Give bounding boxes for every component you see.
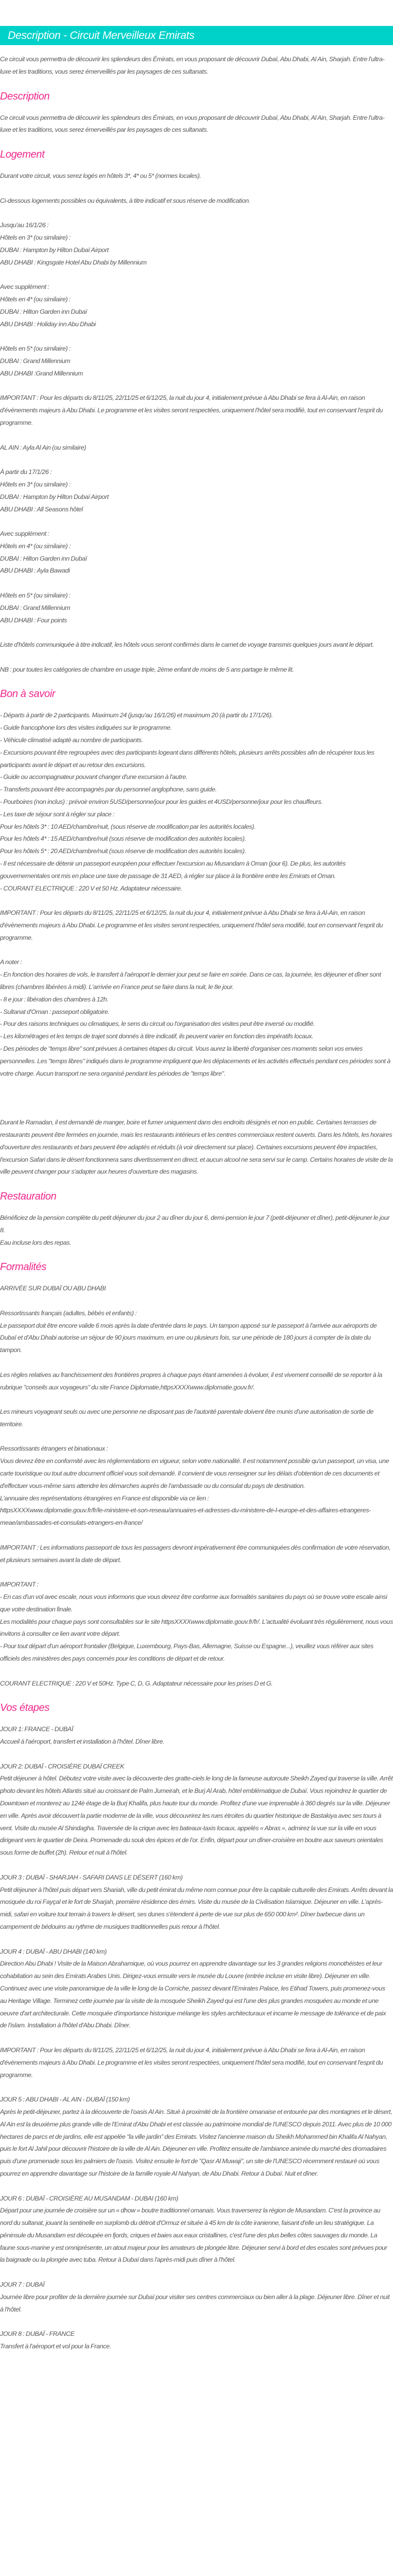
day-title: JOUR 5 : ABU DHABI - AL AIN - DUBAÏ (150 km) <box>0 2096 130 2104</box>
logement-line: DUBAI : Grand Millennium <box>0 357 71 365</box>
formalites-line: COURANT ELECTRIQUE : 220 V et 50Hz. Type C, D, G. Adaptateur nécessaire pour les prises D et G. <box>0 1679 273 1687</box>
formalites-line: httpsXXXXwww.diplomatie.gouv.fr/fr/le-ministere-et-son-reseau/annuaires-et-adresses-du-ministere-de-l-europe-et-des-affaires-etrangeres-meae/ambassades-et-consulats-etrangers-en-france/ <box>0 1507 371 1527</box>
bon-a-savoir-line: - Les taxe de séjour sont à régler sur place : <box>0 810 115 818</box>
formalites-line: ARRIVÉE SUR DUBAÏ OU ABU DHABI <box>0 1285 106 1292</box>
logement-line: AL AIN : Ayla Al Ain (ou similaire) <box>0 443 86 451</box>
bon-a-savoir-line: Pour les hôtels 5* : 20 AED/chambre/nuit (sous réserve de modification des autorités locales). <box>0 847 246 855</box>
bon-a-savoir-line: - Excursions pouvant être regroupées avec des participants logeant dans différents hôtels, plusieurs arrêts possibles afin de récupérer tous les participants avant le départ et au retour des excursions. <box>0 748 374 769</box>
logement-block <box>0 195 393 207</box>
itinerary-day <box>0 1946 393 2032</box>
restauration-line: Bénéficiez de la pension complète du petit déjeuner du jour 2 au dîner du jour 6, demi-pension le jour 7 (petit-déjeuner et dîner), petit-déjeuner le jour 8. <box>0 1214 390 1234</box>
day-title: JOUR 6 : DUBAÏ - CROISIÈRE AU MUSANDAM - DUBAI (160 km) <box>0 2194 178 2202</box>
itinerary-day <box>0 1723 393 1748</box>
formalites-line: Ressortissants étrangers et binationaux : <box>0 1445 108 1453</box>
bon-a-savoir-block <box>0 709 393 895</box>
logement-block <box>0 392 393 429</box>
logement-line: IMPORTANT : Pour les départs du 8/11/25, 22/11/25 et 6/12/25, la nuit du jour 4, initialement prévue à Abu Dhabi se fera à Al-Ain, en raison d'évènements majeurs à Abu Dhabi. Le programme et les visites seront respectées, uniquement l'hôtel sera modifié, tout en conservant l'esprit du programme. <box>0 394 383 426</box>
logement-line: Hôtels en 3* (ou similaire) : <box>0 480 71 488</box>
logement-line: Durant votre circuit, vous serez logés en hôtels 3*, 4* ou 5* (normes locales). <box>0 172 202 179</box>
formalites-line: Le passeport doit être encore valide 6 mois après la date d'entrée dans le pays. Un tampon apposé sur le passeport à l'arrivée aux aéroports de Dubaï et d'Abu Dhabi autorise un séjour de 90 jours maximum, en une ou plusieurs fois, sur une période de 180 jours à compter de la date du tampon. <box>0 1321 377 1354</box>
logement-line: Hôtels en 4* (ou similaire) : <box>0 295 71 303</box>
day-description: Accueil à l'aéroport, transfert et installation à l'hôtel. Dîner libre. <box>0 1738 164 1746</box>
section-restauration <box>0 1191 393 1249</box>
section-title-bon-a-savoir: Bon à savoir <box>0 688 55 700</box>
bon-a-savoir-line: - En fonction des horaires de vols, le transfert à l'aéroport le dernier jour peut se faire en soirée. Dans ce cas, la journée, les déjeuner et dîner sont libres (chambres libérées à midi). L'arrivée en France peut se faire dans la nuit, le 8e jour. <box>0 971 381 991</box>
formalites-block <box>0 1369 393 1394</box>
ramadan-text: Durant le Ramadan, il est demandé de manger, boire et fumer uniquement dans des endroits désignés et non en public. Certaines terrasses de restaurants peuvent être fermées en journée, mais les restaurants intérieurs et les centres commerciaux restent ouverts. Dans les hôtels, les horaires d'ouverture des restaurants et bars peuvent être adaptés et réduits (à voir directement sur place). Certaines excursions peuvent être impactées, l'excursion Safari dans le désert fonctionnera sans divertissement en direct, et aucun alcool ne sera servi sur le camp. Certains horaires de visite de la ville peuvent changer pour s'adapter aux heures d'ouverture des magasins. <box>0 1119 393 1176</box>
spacer <box>0 1092 393 1117</box>
intro-text: Ce circuit vous permettra de découvrir les splendeurs des Émirats, en vous proposant de découvrir Dubaï, Abu Dhabi, Al Ain, Sharjah. Entre l'ultra-luxe et les traditions, vous serez émerveillés par les paysages de ces sultanats. <box>0 55 385 75</box>
formalites-block <box>0 1406 393 1431</box>
bon-a-savoir-line: - Transferts pouvant être accompagnés par du personnel anglophone, sans guide. <box>0 786 217 793</box>
logement-line: ABU DHABI : Holiday inn Abu Dhabi <box>0 320 96 328</box>
logement-line: ABU DHABI : All Seasons hôtel <box>0 505 83 513</box>
logement-line: Hôtels en 3* (ou similaire) : <box>0 233 71 241</box>
logement-line: ABU DHABI : Ayla Bawadi <box>0 567 70 575</box>
formalites-block <box>0 1307 393 1357</box>
section-bon-a-savoir <box>0 688 393 1178</box>
day-description: Journée libre pour profiter de la dernière journée sur Dubaï pour visiter ses centres commerciaux ou bien aller à la plage. Déjeuner libre. Dîner et nuit à l'hôtel. <box>0 2293 390 2313</box>
logement-line: DUBAI : Hilton Garden inn Dubaï <box>0 554 87 562</box>
logement-block <box>0 528 393 577</box>
logement-line: DUBAI : Hampton by Hilton Dubaï Airport <box>0 493 109 500</box>
formalites-block <box>0 1283 393 1295</box>
day-title: JOUR 3 : DUBAÏ - SHARJAH - SAFARI DANS LE DÉSERT (160 km) <box>0 1873 183 1881</box>
bon-a-savoir-line: - Sultanat d'Oman : passeport obligatoire. <box>0 1008 110 1015</box>
logement-block <box>0 639 393 651</box>
itinerary-days <box>0 1723 393 2353</box>
bon-a-savoir-line: - Les kilométrages et les temps de trajet sont donnés à titre indicatif, ils peuvent varier en fonction des impératifs locaux. <box>0 1033 314 1040</box>
itinerary-day <box>0 2044 393 2081</box>
itinerary-day <box>0 2279 393 2316</box>
bon-a-savoir-line: Pour les hôtels 3* : 10 AED/chambre/nuit, (sous réserve de modification par les autorités locales). <box>0 823 256 830</box>
formalites-block <box>0 1678 393 1690</box>
formalites-blocks <box>0 1283 393 1690</box>
formalites-block <box>0 1579 393 1665</box>
bon-a-savoir-line: - Guide francophone lors des visites indiquées sur le programme. <box>0 724 172 732</box>
logement-line: Liste d'hôtels communiquée à titre indicatif, les hôtels vous seront confirmés dans le carnet de voyage transmis quelques jours avant le départ. <box>0 641 374 649</box>
bon-a-savoir-line: - Véhicule climatisé adapté au nombre de participants. <box>0 736 143 744</box>
formalites-line: - Pour tout départ d'un aéroport frontalier (Belgique, Luxembourg, Pays-Bas, Allemagne, Suisse ou Espagne...), veuillez vous référer aux sites officiels des ministères des pays concernés pour les conditions de départ et de retour. <box>0 1642 374 1663</box>
formalites-line: IMPORTANT : Les informations passeport de tous les passagers devront impérativement être communiquées dès confirmation de votre réservation, et plusieurs semaines avant la date de départ. <box>0 1543 391 1564</box>
logement-line: Hôtels en 4* (ou similaire) : <box>0 542 71 550</box>
logement-line: DUBAI : Grand Millennium <box>0 604 71 611</box>
day-description: Transfert à l'aéroport et vol pour la France. <box>0 2343 111 2350</box>
bon-a-savoir-line: - Il est nécessaire de détenir un passeport européen pour effectuer l'excursion au Musandam à Oman (jour 6). De plus, les autorités gouvernementales ont mis en place une taxe de passage de 31 AED, à régler sur place à la frontière entre les Emirats et Oman. <box>0 860 346 880</box>
logement-line: Hôtels en 5* (ou similaire) : <box>0 345 71 353</box>
section-logement <box>0 149 393 676</box>
formalites-line: Les modalités pour chaque pays sont consultables sur le site httpsXXXXwww.diplomatie.gouv.fr/fr/. L'actualité évoluant très régulièrement, nous vous invitons à consulter ce lien avant votre départ. <box>0 1618 393 1638</box>
section-etapes <box>0 1702 393 2353</box>
bon-a-savoir-line: - Pour des raisons techniques ou climatiques, le sens du circuit ou l'organisation des visites peut être inversé ou modifié. <box>0 1020 315 1028</box>
bon-a-savoir-line: - 8 e jour : libération des chambres à 12h. <box>0 995 109 1003</box>
day-description: Direction Abu Dhabi ! Visite de la Maison Abrahamique, où vous pourrez en apprendre davantage sur les 3 grandes religions monothéistes et leur cohabitation au sein des Emirats Arabes Unis. Dirigez-vous ensuite vers le musée du Louvre (entrée incluse en visite libre). Déjeuner en ville. Continuez avec une visite panoramique de la ville le long de la Corniche, passez devant l'Emirates Palace, les Etihad Towers, puis promenez-vous au Heritage Village. Terminez cette journée par la visite de la mosquée Sheikh Zayed qui est l'une des plus grandes mosquées au monde et une oeuvre d'art architecturale. Cette mosquée d'importance historique mélange les styles architecturaux et incarne le message de tolérance et de paix de l'islam. Installation à l'hôtel d'Abu Dhabi. Dîner. <box>0 1960 386 2029</box>
bon-a-savoir-line: - Départs à partir de 2 participants. Maximum 24 (jusqu'au 16/1/26) et maximum 20 (à partir du 17/1/26). <box>0 712 273 719</box>
day-title: JOUR 1: FRANCE - DUBAÏ <box>0 1725 74 1733</box>
logement-block <box>0 281 393 330</box>
bon-a-savoir-line: - Des périodes de "temps libre" sont prévues à certaines étapes du circuit. Vous aurez la liberté d'organiser ces moments selon vos envies personnelles. Les "temps libres" indiqués dans le programme impliquent que les déplacements et les activités effectués pendant ces périodes sont à votre charge. Aucun transport ne sera organisé pendant les périodes de "temps libre". <box>0 1045 390 1077</box>
logement-line: Jusqu'au 16/1/26 : <box>0 221 49 229</box>
logement-block <box>0 466 393 516</box>
section-title-restauration: Restauration <box>0 1190 57 1202</box>
logement-line: DUBAI : Hilton Garden inn Dubaï <box>0 308 87 315</box>
itinerary-day <box>0 2328 393 2353</box>
bon-a-savoir-line: IMPORTANT : Pour les départs du 8/11/25, 22/11/25 et 6/12/25, la nuit du jour 4, initialement prévue à Abu Dhabi se fera à Al-Ain, en raison d'évènements majeurs à Abu Dhabi. Le programme et les visites seront respectées, uniquement l'hôtel sera modifié, tout en conservant l'esprit du programme. <box>0 909 383 941</box>
itinerary-day <box>0 1761 393 1859</box>
section-title-formalites: Formalités <box>0 1261 47 1273</box>
formalites-line: Les règles relatives au franchissement des frontières propres à chaque pays étant amenées à évoluer, il est vivement conseillé de se reporter à la rubrique "conseils aux voyageurs" du site France Diplomatie,httpsXXXXwww.diplomatie.gouv.fr/. <box>0 1371 383 1391</box>
formalites-line: L'annuaire des représentations étrangères en France est disponible via ce lien : <box>0 1494 209 1502</box>
logement-line: ABU DHABI : Kingsgate Hotel Abu Dhabi by Millennium <box>0 258 147 266</box>
day-description: Après le petit-déjeuner, partez à la découverte de l'oasis Al Ain. Situé à proximité de la frontière omanaise et entourée par des montagnes et le désert, Al Ain est la deuxième plus grande ville de l'Emirat d'Abu Dhabi et est classée au patrimoine mondial de l'UNESCO depuis 2011. Avec plus de 10 000 hectares de parcs et de jardins, elle est appelée "la ville jardin" des Emirats. Visitez l'ancienne maison du Sheikh Mohammed bin Khalifa Al Nahyan, puis le fort Al Jahil pour découvrir l'histoire de la ville de Al Ain. Déjeuner en ville. Profitez ensuite de l'ambiance animée du marché des dromadaires puis d'une promenade sous les palmiers de l'oasis. Visitez ensuite le fort de "Qasr Al Muwaji", un site de l'UNESCO récemment restauré où vous pourrez en apprendre davantage sur l'histoire de la famille royale Al Nahyan, de Abu Dhabi. Retour à Dubaï. Nuit et dîner. <box>0 2108 392 2177</box>
day-description: IMPORTANT : Pour les départs du 8/11/25, 22/11/25 et 6/12/25, la nuit du jour 4, initialement prévue à Abu Dhabi se fera à Al-Ain, en raison d'évènements majeurs à Abu Dhabi. Le programme et les visites seront respectées, uniquement l'hôtel sera modifié, tout en conservant l'esprit du programme. <box>0 2046 383 2079</box>
bon-a-savoir-line: - COURANT ELECTRIQUE : 220 V et 50 Hz. Adaptateur nécessaire. <box>0 884 183 892</box>
page-title: Description - Circuit Merveilleux Emirats <box>8 29 194 41</box>
logement-line: NB : pour toutes les catégories de chambre en usage triple, 2ème enfant de moins de 5 ans partage le même lit. <box>0 665 294 673</box>
bon-a-savoir-block <box>0 907 393 944</box>
bon-a-savoir-block <box>0 956 393 1080</box>
logement-line: ABU DHABI : Four points <box>0 616 67 624</box>
logement-block <box>0 664 393 676</box>
logement-line: Hôtels en 5* (ou similaire) : <box>0 592 71 600</box>
section-title-logement: Logement <box>0 148 45 160</box>
restauration-block <box>0 1212 393 1249</box>
formalites-line: Vous devrez être en conformité avec les réglementations en vigueur, selon votre nationalité. Il est notamment possible qu'un passeport, un visa, une carte touristique ou tout autre document officiel vous soit demandé. Il convient de vous renseigner sur les délais d'obtention de ces documents et d'effectuer vous-même sans attendre les démarches auprès de l'ambassade ou du consulat du pays de destination. <box>0 1457 389 1489</box>
description-text: Ce circuit vous permettra de découvrir les splendeurs des Émirats, en vous proposant de découvrir Dubaï, Abu Dhabi, Al Ain, Sharjah. Entre l'ultra-luxe et les traditions, vous serez émerveillés par les paysages de ces sultanats. <box>0 114 385 134</box>
title-bar <box>0 26 393 45</box>
itinerary-day <box>0 2094 393 2180</box>
formalites-line: Les mineurs voyageant seuls ou avec une personne ne disposant pas de l'autorité parentale doivent être munis d'une autorisation de sortie de territoire. <box>0 1408 374 1428</box>
logement-block <box>0 343 393 380</box>
logement-blocks <box>0 170 393 676</box>
day-description: Petit déjeuner à hôtel. Débutez votre visite avec la découverte des gratte-ciels le long de la fameuse autoroute Sheikh Zayed qui traverse la ville. Arrêt photo devant les hôtels Atlantis situé au croissant de Palm Jumeirah, et le Burj Al Arab, hôtel emblématique de Dubaï. Vous rejoindrez le quartier de Downtown et monterez au 124è étage de la Burj Khalifa, plus haute tour du monde. Profitez d'une vue imprenable à 360 degrés sur la ville. Déjeuner en ville. Après avoir découvert la partie moderne de la ville, vous découvrirez les rues étroites du quartier historique de Bastakiya avec ses tours à vent. Visite du musée Al Shindagha. Traversée de la crique avec les bateaux-taxis locaux, appelés « Abras », admirez la vue sur la ville en vous dirigeant vers le quartier de Deira. Promenade du souk des épices et de l'or. Enfin, départ pour un dîner-croisière en boutre aux saveurs orientales sous forme de buffet (2h). Retour et nuit à l'hôtel. <box>0 1775 393 1857</box>
logement-line: Avec supplément : <box>0 530 49 538</box>
day-description: Petit déjeuner à l'hôtel puis départ vers Shariah, ville du petit émirat du même nom connue pour être la capitale culturelle des Emirats. Arrêts devant la mosquée du roi Fayçal et le fort de Sharjah, première résidence des émirs. Visite du musée de la Civilisation Islamique. Déjeuner en ville. L'après-midi, safari en voiture tout terrain à travers le désert, ses dunes s'étendent à perte de vue sur plus de 650 000 km². Dîner barbecue dans un campement de bédouins au rythme de musiques traditionnelles puis retour à l'hôtel. <box>0 1886 393 1930</box>
logement-line: À partir du 17/1/26 : <box>0 468 52 476</box>
bon-a-savoir-line: Pour les hôtels 4* : 15 AED/chambre/nuit (sous réserve de modification des autorités locales). <box>0 835 246 843</box>
day-title: JOUR 7 : DUBAÏ <box>0 2281 45 2289</box>
day-title: JOUR 4 : DUBAÏ - ABU DHABI (140 km) <box>0 1947 107 1955</box>
logement-line: Avec supplément : <box>0 283 49 291</box>
restauration-line: Eau incluse lors des repas. <box>0 1238 72 1246</box>
bon-a-savoir-blocks <box>0 709 393 1080</box>
itinerary-day <box>0 1872 393 1933</box>
logement-block <box>0 219 393 269</box>
logement-block <box>0 590 393 626</box>
formalites-block <box>0 1443 393 1529</box>
bon-a-savoir-line: - Guide ou accompagnateur pouvant changer d'une excursion à l'autre. <box>0 773 188 781</box>
itinerary-day <box>0 2193 393 2267</box>
day-title: JOUR 8 : DUBAÏ - FRANCE <box>0 2330 75 2338</box>
section-title-etapes: Vos étapes <box>0 1702 50 1714</box>
logement-line: DUBAI : Hampton by Hilton Dubaï Airport <box>0 246 109 254</box>
content <box>0 53 393 2353</box>
formalites-line: IMPORTANT : <box>0 1581 39 1589</box>
logement-line: ABU DHABI :Grand Millennium <box>0 369 83 377</box>
section-description <box>0 91 393 137</box>
section-formalites <box>0 1261 393 1690</box>
logement-block <box>0 442 393 454</box>
section-title-description: Description <box>0 90 50 102</box>
logement-line: Ci-dessous logements possibles ou équivalents, à titre indicatif et sous réserve de modification. <box>0 197 250 204</box>
logement-block <box>0 170 393 183</box>
formalites-line: Ressortissants français (adultes, bébés et enfants) : <box>0 1309 137 1317</box>
formalites-line: - En cas d'un vol avec escale, nous vous informons que vous devrez être conforme aux formalités sanitaires du pays où se trouve votre escale ainsi que votre destination finale. <box>0 1593 387 1613</box>
day-title: JOUR 2: DUBAÏ - CROISIÈRE DUBAÏ CREEK <box>0 1762 124 1770</box>
formalites-block <box>0 1542 393 1567</box>
bon-a-savoir-line: - Pourboires (non inclus) : prévoir environ 5USD/personne/jour pour les guides et 4USD/personne/jour pour les chauffeurs. <box>0 798 323 806</box>
bon-a-savoir-line: A noter : <box>0 958 22 966</box>
day-description: Départ pour une journée de croisière sur un « dhow » boutre traditionnel omanais. Vous traverserez la région de Musandam. C'est la province au nord du sultanat, jouant la sentinelle en surplomb du détroit d'Ormuz et située à 45 km de la côte iranienne, faisant d'elle un lieu stratégique. La péninsule du Musandam est découpée en fjords, criques et baies aux eaux cristallines, c'est l'une des plus belles côtes sauvages du monde. La faune sous-marine y est omniprésente, un atout majeur pour les amateurs de plongée libre. Déjeuner servi à bord et des escales sont prévues pour la baignade ou la plongée avec tuba. Retour à Dubaï dans l'après-midi puis dîner à l'hôtel. <box>0 2207 387 2264</box>
